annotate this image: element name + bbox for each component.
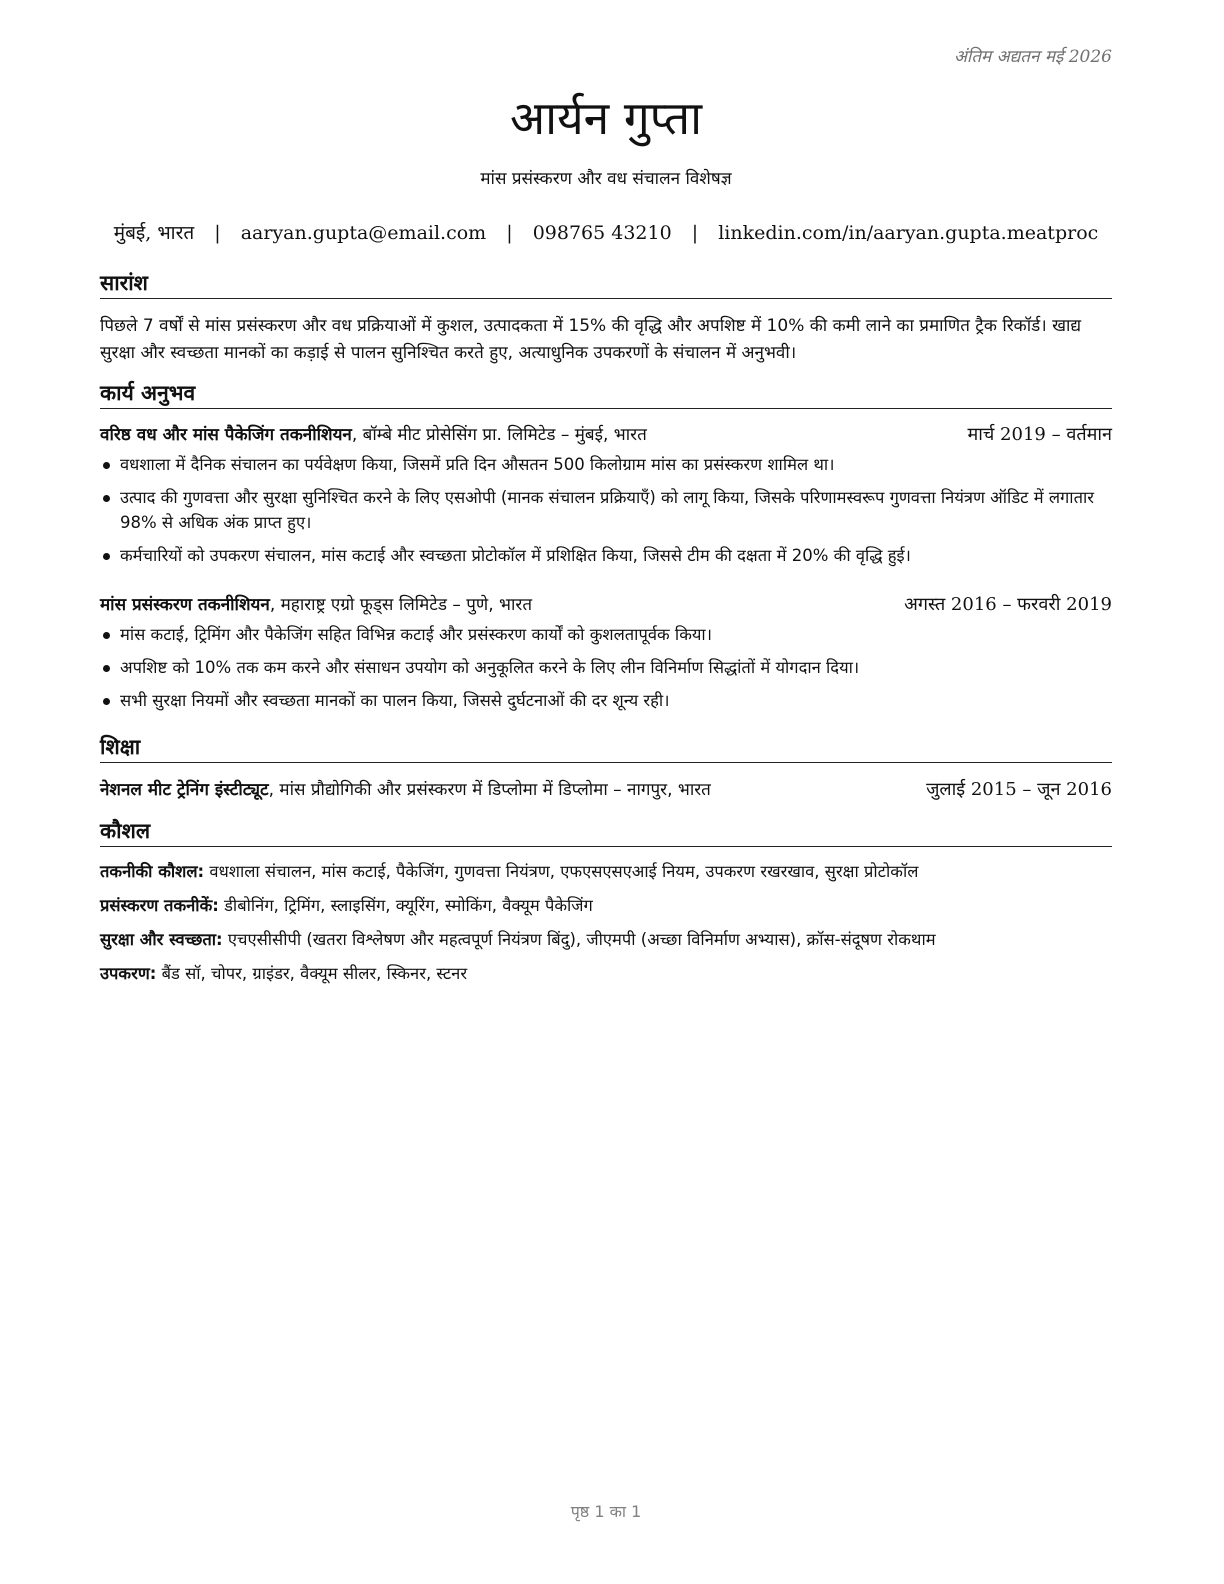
contact-separator: | bbox=[506, 222, 513, 244]
skill-value: डीबोनिंग, ट्रिमिंग, स्लाइसिंग, क्यूरिंग, स्मोकिंग, वैक्यूम पैकेजिंग bbox=[218, 896, 593, 915]
skill-row bbox=[100, 894, 1112, 918]
section-title-education: शिक्षा bbox=[100, 734, 1112, 763]
candidate-headline: मांस प्रसंस्करण और वध संचालन विशेषज्ञ bbox=[480, 169, 732, 189]
list-item: मांस कटाई, ट्रिमिंग और पैकेजिंग सहित विभिन्न कटाई और प्रसंस्करण कार्यों को कुशलतापूर्वक किया। bbox=[100, 622, 1112, 647]
job-role: मांस प्रसंस्करण तकनीशियन bbox=[100, 595, 270, 615]
job-header bbox=[100, 593, 1112, 617]
page-number: पृष्ठ 1 का 1 bbox=[570, 1502, 642, 1521]
job-org: , महाराष्ट्र एग्रो फूड्स लिमिटेड – पुणे, भारत bbox=[269, 595, 533, 615]
education-institution: नेशनल मीट ट्रेनिंग इंस्टीट्यूट bbox=[100, 780, 269, 800]
skill-value: बैंड सॉ, चोपर, ग्राइंडर, वैक्यूम सीलर, स्किनर, स्टनर bbox=[156, 964, 468, 983]
skill-label: उपकरण: bbox=[100, 964, 157, 983]
last-updated-note: अंतिम अद्यतन मई 2026 bbox=[953, 47, 1112, 67]
job-role: वरिष्ठ वध और मांस पैकेजिंग तकनीशियन bbox=[100, 425, 352, 445]
candidate-name: आर्यन गुप्ता bbox=[509, 91, 703, 145]
section-title-summary: सारांश bbox=[100, 270, 1112, 299]
skill-label: तकनीकी कौशल: bbox=[100, 862, 205, 881]
list-item: कर्मचारियों को उपकरण संचालन, मांस कटाई और स्वच्छता प्रोटोकॉल में प्रशिक्षित किया, जिससे टीम की दक्षता में 20% की वृद्धि हुई। bbox=[100, 543, 1112, 568]
skill-value: एचएसीसीपी (खतरा विश्लेषण और महत्वपूर्ण नियंत्रण बिंदु), जीएमपी (अच्छा विनिर्माण अभ्यास), क्रॉस-संदूषण रोकथाम bbox=[222, 930, 936, 949]
section-title-skills: कौशल bbox=[100, 818, 1112, 847]
section-title-experience: कार्य अनुभव bbox=[100, 380, 1112, 409]
education-detail: , मांस प्रौद्योगिकी और प्रसंस्करण में डिप्लोमा में डिप्लोमा – नागपुर, भारत bbox=[268, 780, 711, 800]
list-item: वधशाला में दैनिक संचालन का पर्यवेक्षण किया, जिसमें प्रति दिन औसतन 500 किलोग्राम मांस का प्रसंस्करण शामिल था। bbox=[100, 452, 1112, 477]
skill-row bbox=[100, 928, 1112, 952]
job-bullets bbox=[100, 622, 1112, 721]
contact-location: मुंबई, भारत bbox=[113, 222, 195, 244]
list-item: अपशिष्ट को 10% तक कम करने और संसाधन उपयोग को अनुकूलित करने के लिए लीन विनिर्माण सिद्धांतों में योगदान दिया। bbox=[100, 655, 1112, 680]
skill-value: वधशाला संचालन, मांस कटाई, पैकेजिंग, गुणवत्ता नियंत्रण, एफएसएसएआई नियम, उपकरण रखरखाव, सुरक्षा प्रोटोकॉल bbox=[204, 862, 919, 881]
list-item: उत्पाद की गुणवत्ता और सुरक्षा सुनिश्चित करने के लिए एसओपी (मानक संचालन प्रक्रियाएँ) को लागू किया, जिसके परिणामस्वरूप गुणवत्ता नियंत्रण ऑडिट में लगातार 98% से अधिक अंक प्राप्त हुए। bbox=[100, 485, 1112, 535]
contact-separator: | bbox=[691, 222, 699, 244]
job-dates: मार्च 2019 – वर्तमान bbox=[967, 424, 1112, 445]
contact-email[interactable]: aaryan.gupta@email.com bbox=[240, 222, 487, 244]
skill-label: प्रसंस्करण तकनीकें: bbox=[100, 896, 219, 915]
contact-phone[interactable]: 098765 43210 bbox=[532, 222, 672, 244]
contact-separator: | bbox=[214, 222, 221, 244]
job-header bbox=[100, 423, 1112, 447]
summary-text: पिछले 7 वर्षों से मांस प्रसंस्करण और वध प्रक्रियाओं में कुशल, उत्पादकता में 15% की वृद्धि और अपशिष्ट में 10% की कमी लाने का प्रमाणित ट्रैक रिकॉर्ड। खाद्य सुरक्षा और स्वच्छता मानकों का कड़ाई से पालन सुनिश्चित करते हुए, अत्याधुनिक उपकरणों के संचालन में अनुभवी। bbox=[100, 316, 1082, 363]
education-dates: जुलाई 2015 – जून 2016 bbox=[926, 779, 1112, 800]
skill-label: सुरक्षा और स्वच्छता: bbox=[100, 930, 223, 949]
job-dates: अगस्त 2016 – फरवरी 2019 bbox=[904, 594, 1112, 615]
skill-row bbox=[100, 962, 1112, 986]
skill-row bbox=[100, 860, 1112, 884]
contact-line bbox=[100, 219, 1112, 245]
list-item: सभी सुरक्षा नियमों और स्वच्छता मानकों का पालन किया, जिससे दुर्घटनाओं की दर शून्य रही। bbox=[100, 688, 1112, 713]
contact-linkedin[interactable]: linkedin.com/in/aaryan.gupta.meatproc bbox=[718, 222, 1099, 244]
education-entry bbox=[100, 778, 1112, 802]
job-bullets bbox=[100, 452, 1112, 576]
resume-page bbox=[100, 0, 1112, 1584]
job-org: , बॉम्बे मीट प्रोसेसिंग प्रा. लिमिटेड – मुंबई, भारत bbox=[351, 425, 647, 445]
